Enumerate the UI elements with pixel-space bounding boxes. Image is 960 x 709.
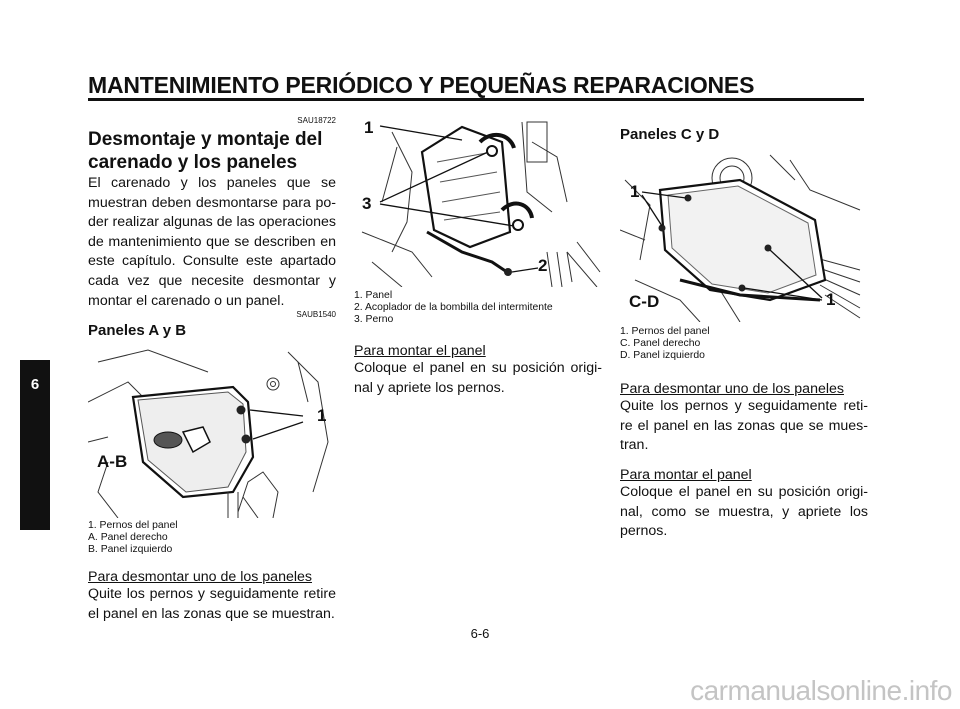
caption-line: A. Panel derecho [88, 532, 168, 543]
caption-ab [88, 520, 178, 556]
caption-line: 1. Pernos del panel [88, 520, 178, 531]
subsection-heading-cd: Paneles C y D [620, 126, 720, 143]
subsection-code: SAUB1540 [296, 310, 336, 319]
callout-1-turn-signal: 1 [364, 118, 374, 137]
caption-line: 1. Pernos del panel [620, 326, 710, 337]
section-code: SAU18722 [297, 116, 336, 125]
figure-panels-ab [88, 342, 336, 518]
caption-line: 2. Acoplador de la bombilla del intermitente [354, 302, 553, 313]
callout-3-bolt: 3 [362, 194, 372, 213]
intro-paragraph: El carenado y los paneles que se muestran deben desmontarse para po-der realizar algunas de las operaciones de mantenimiento que se describen en este capítulo. Consulte este apartado cada vez que necesite desmontar y montar el carenado o un panel. [88, 175, 336, 309]
section-heading [88, 128, 338, 174]
callout-1-ab: 1 [317, 406, 327, 425]
remove-panel-cd-title: Para desmontar uno de los paneles [620, 381, 844, 397]
caption-line: 3. Perno [354, 314, 394, 325]
caption-line: B. Panel izquierdo [88, 544, 173, 555]
callout-2-coupler: 2 [538, 256, 548, 275]
page-number: 6-6 [470, 626, 490, 641]
section-heading-line2: carenado y los paneles [88, 152, 298, 173]
title-rule [88, 98, 864, 101]
install-panel-cd-text: Coloque el panel en su posición origi-nal, como se muestra, y apriete los pernos. [620, 484, 868, 540]
install-panel-text: Coloque el panel en su posición origi-nal y apriete los pernos. [354, 360, 602, 396]
remove-panel-title: Para desmontar uno de los paneles [88, 569, 312, 585]
section-heading-line1: Desmontaje y montaje del [88, 129, 323, 150]
page-title: MANTENIMIENTO PERIÓDICO Y PEQUEÑAS REPARACIONES [88, 72, 755, 98]
callout-1a-cd: 1 [630, 182, 640, 201]
watermark: carmanualsonline.info [690, 675, 952, 706]
caption-line: D. Panel izquierdo [620, 350, 705, 361]
install-panel-cd-title: Para montar el panel [620, 467, 752, 483]
figure-label-cd: C-D [629, 292, 660, 311]
install-panel-title: Para montar el panel [354, 343, 486, 359]
caption-line: 1. Panel [354, 290, 393, 301]
remove-panel-cd-text: Quite los pernos y seguidamente reti-re el panel en las zonas que se mues-tran. [620, 398, 868, 454]
callout-1b-cd: 1 [826, 290, 836, 309]
chapter-number: 6 [30, 376, 40, 393]
caption-cd [620, 326, 710, 362]
figure-panel-turn-signal [352, 112, 602, 287]
subsection-heading-ab: Paneles A y B [88, 322, 187, 339]
caption-turn-signal [354, 290, 553, 326]
remove-panel-text: Quite los pernos y seguidamente retire el panel en las zonas que se muestran. [88, 586, 336, 622]
caption-line: C. Panel derecho [620, 338, 701, 349]
figure-label-ab: A-B [97, 452, 128, 471]
